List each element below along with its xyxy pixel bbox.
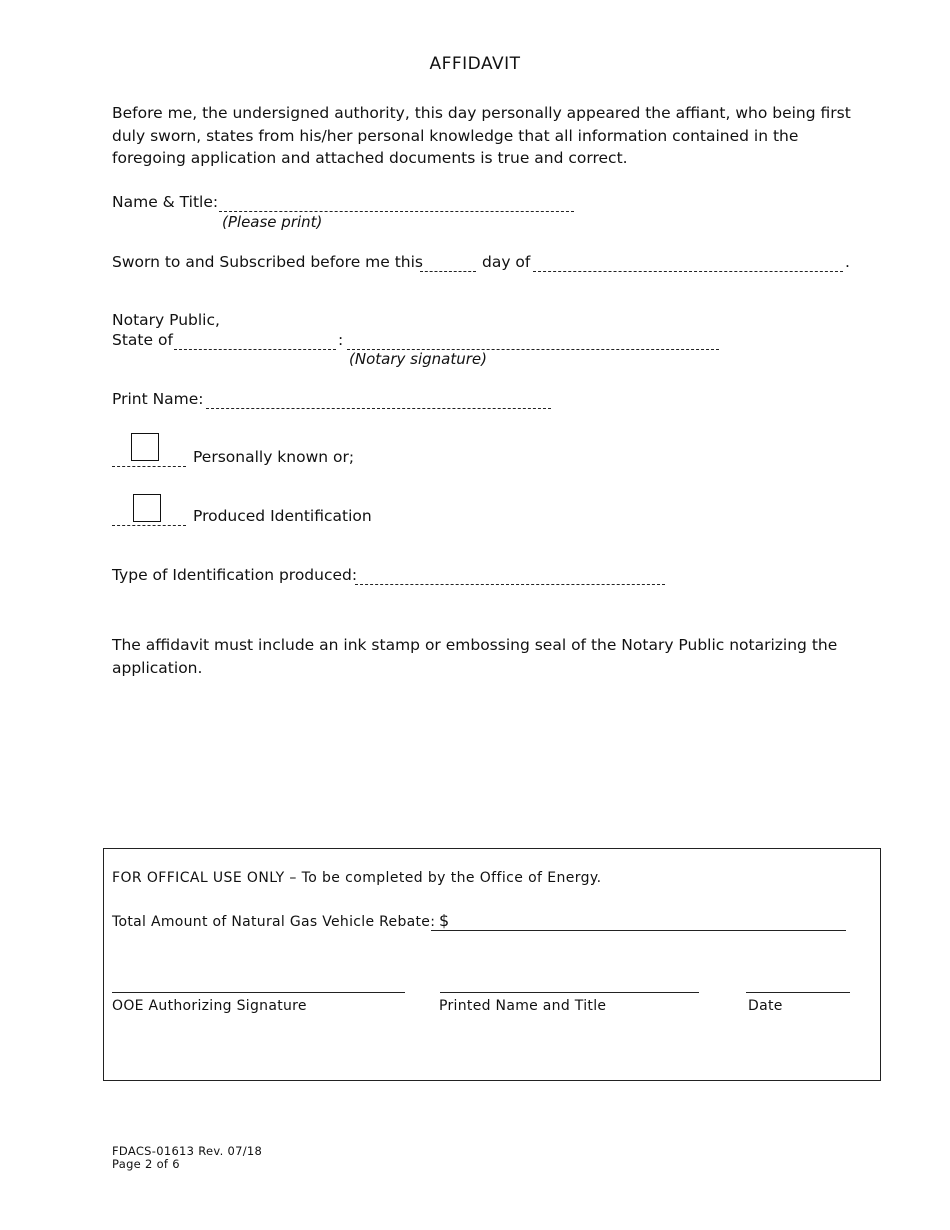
sworn-month-year-field[interactable] [533,257,843,272]
sworn-day-of-label: day of [482,253,531,271]
personally-known-label: Personally known or; [193,448,355,466]
ooe-signature-label: OOE Authorizing Signature [112,998,307,1014]
page-title: AFFIDAVIT [429,54,521,74]
produced-id-label: Produced Identification [193,507,372,525]
date-field[interactable] [746,992,850,993]
print-name-field[interactable] [206,394,551,409]
sworn-day-field[interactable] [420,257,476,272]
id-type-field[interactable] [355,570,665,585]
notary-public-label: Notary Public, [112,311,220,329]
state-colon: : [338,331,344,349]
ooe-signature-field[interactable] [112,992,405,993]
printed-name-title-field[interactable] [440,992,699,993]
page-number: Page 2 of 6 [112,1157,180,1171]
notary-signature-hint: (Notary signature) [349,350,487,368]
produced-id-checkbox[interactable] [133,494,161,522]
date-label: Date [748,998,783,1014]
notary-seal-note: The affidavit must include an ink stamp or embossing seal of the Notary Public notarizing the application. [112,636,838,677]
id-type-label: Type of Identification produced: [112,566,358,584]
sworn-prefix: Sworn to and Subscribed before me this [112,253,423,271]
print-name-label: Print Name: [112,390,204,408]
name-title-field[interactable] [219,197,574,212]
personally-known-checkbox[interactable] [131,433,159,461]
name-title-label: Name & Title: [112,193,219,211]
rebate-amount-field[interactable] [431,930,846,931]
sworn-period: . [845,253,850,271]
official-use-header: FOR OFFICAL USE ONLY – To be completed by the Office of Energy. [112,870,602,886]
printed-name-title-label: Printed Name and Title [439,998,607,1014]
notary-signature-field[interactable] [347,335,719,350]
name-title-hint: (Please print) [222,213,323,231]
currency-symbol: $ [439,911,450,930]
state-field[interactable] [174,335,336,350]
state-of-label: State of [112,331,173,349]
form-id: FDACS-01613 Rev. 07/18 [112,1144,263,1158]
affidavit-statement: Before me, the undersigned authority, this day personally appeared the affiant, who being first duly sworn, states from his/her personal knowledge that all information contained in the foregoing application and attached documents is true and correct. [112,104,851,167]
rebate-label: Total Amount of Natural Gas Vehicle Rebate: [112,914,436,930]
